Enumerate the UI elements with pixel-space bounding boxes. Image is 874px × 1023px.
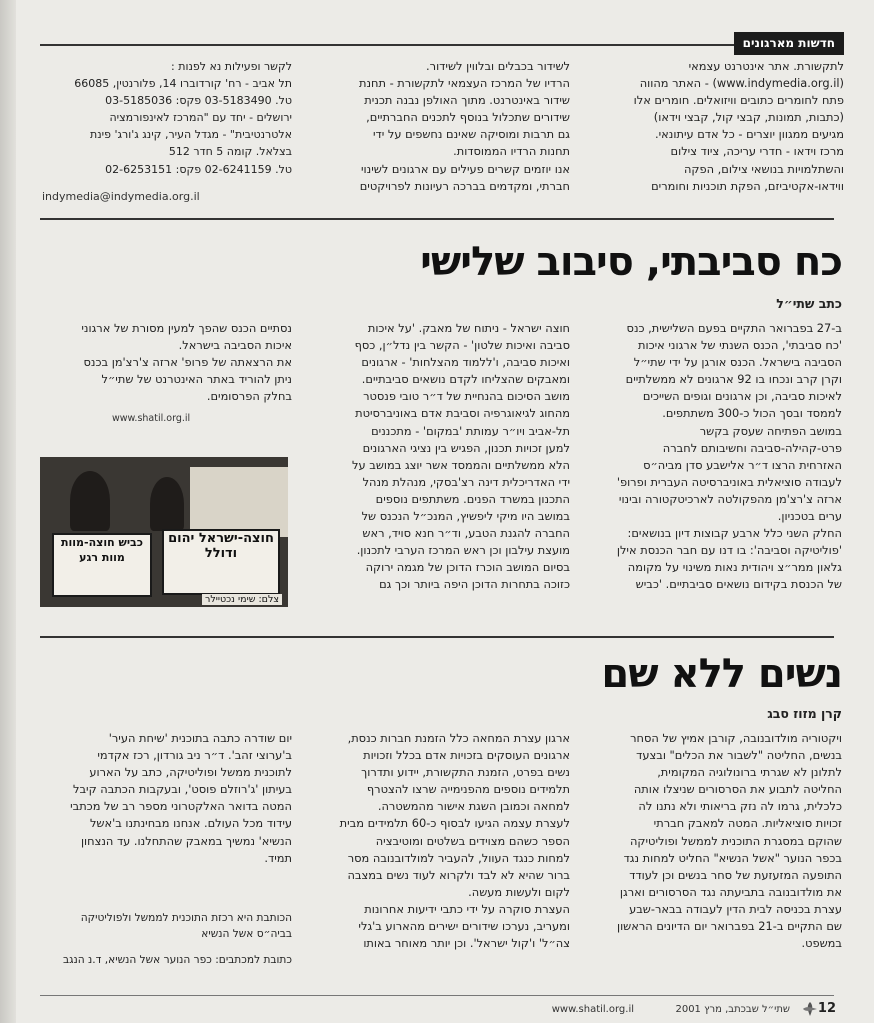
text-line: נשים בפרט, הזמנת התקשורת, יידוע ותדרוך [361,765,570,780]
article1-byline: כתב שתי״ל [776,296,842,311]
text-line: כלכלית, גרמו לה נזק בריאותי ולא נתנו לה [638,799,842,814]
top-email[interactable]: indymedia@indymedia.org.il [42,190,200,203]
text-line: והשתלמויות בנושאי צילום, הפקה [683,161,844,176]
text-line: בעיתון 'ג'רוזלם פוסט', ובעקבות הכתבה קיבל [72,782,292,797]
photo-sign-right [162,529,280,595]
text-line: האזרחית הרצו ד״ר אלישבע סדן מביה״ס [643,457,842,472]
text-line: בנשים, החליטה "לשבור את הכלים" ובצעד [636,748,842,763]
text-line: החברה להגנת הטבע, וד״ר חנא סויד, ראש [362,526,570,541]
photo-sign-text: מוות רגע [79,551,125,564]
text-line: ארגונים העוסקים בזכויות אדם בכלל וזכויות [363,748,570,763]
text-line: ב'ערוצי זהב'. ד״ר ניב גורדון, רכז אקדמי [97,748,292,763]
footer-rule [40,995,834,996]
text-line: ידי האדריכלית דינה רצ'בסקי, מנהלת מנהל [362,474,570,489]
text-line: (www.indymedia.org.il) - האתר מהווה [639,76,844,91]
text-line: בחלק הפרסומים. [206,389,292,404]
top-col-middle [320,58,570,195]
text-line: ואיכות סביבה, ו'ללמוד מהצלחות' - ארגונים [361,355,570,370]
text-line: לקשר ופעילות נא לפנות : [171,60,292,73]
text-line: תלמידים נוספים מהפנימייה שרצו להצטרף [366,782,570,797]
text-line: מושב הסיכום בהנחיית של ד״ר טובי פנסטר [363,389,570,404]
text-line: עידוד מכל העולם. אנחנו מבחינתנו ב'אשל [89,816,292,831]
text-line: הנשיא' נמשיך במאבק שהתחלנו. עד הנצחון [80,833,292,848]
text-line: צה״ל' ו'קול ישראל'. וכן יותר מאוחר באותו [363,936,570,951]
footer-website[interactable]: www.shatil.org.il [551,1004,634,1015]
text-line: לתלונן לא שגרתי ברונולוגיה המקומית, [657,765,842,780]
text-line: לשידור בכבלים ובלווין לשידור. [426,59,570,73]
page-binding-shadow [0,0,16,1023]
text-line: 'כח סביבתי', הכנס השנתי של ארגוני איכות [637,338,842,353]
text-line: גם תרבות ומוסיקה שאינם נחשפים על ידי [372,127,570,142]
text-line: שידורים שתכלול בנוסף לתכנים החברתיים, [366,110,570,125]
text-line: מועצת עילבון וכן ראש המרכז הערבי לתכנון. [356,543,570,558]
text-line: מרכז וידאו - חדרי עריכה, ציוד צילום [670,144,844,159]
text-line: אלטרנטיבית" - מגדל העיר, קינג ג'ורג' פינת [90,128,292,142]
text-line: שהוקם במסגרת התוכנית לממשל ופוליטיקה [629,833,842,848]
text-line: לממסד ובסך הכול כ-300 משתתפים. [662,406,842,421]
text-line: לאיכות סביבה, וכן ארגונים וגופים השייכים [642,389,842,404]
article2-col-right [590,730,842,952]
text-line: לתקשורת. אתר אינטרנט עצמאי [688,59,844,73]
photo-sign-left [52,533,152,597]
top-rule [40,44,808,46]
text-line: ב-27 בפברואר התקיים בפעם השלישית, כנס [626,321,842,335]
text-line: הסביבה בישראל. הכנס אורגן על ידי שתי״ל [633,355,842,370]
text-line: ירושלים - יחד עם "המרכז לאינפורמציה [109,111,292,125]
text-line: את הרצאתה של פרופ' ארזה צ'רצ'מן בכנס [83,355,292,370]
text-line: בביה״ס אשל הנשיא [201,928,292,940]
text-line: לעבודה סוציאלית באוניברסיטה העברית ופרופ' [616,474,842,489]
text-line: לתוכנית ממשל ופוליטיקה, כתב על הארוע [89,765,292,780]
article2-address [42,952,292,969]
text-line: לעצרת עצמה הגיעו לבסוף כ-60 תלמידים מבית [339,816,570,831]
article2-col-left [42,730,292,867]
text-line: ומאבקים שהצליחו לקדם נושאים סביבתיים. [361,372,570,387]
text-line: המטה בדואר האלקטרוני מספר רב של מכתבי [70,799,292,814]
text-line: אנו יוזמים קשרים פעילים עם ארגונים לשינוי [361,161,570,176]
rule-article2 [40,636,834,638]
text-line: בסיום המושב הוכרז הדוכן של מגמה ירוקה [365,560,570,575]
top-col-right [588,58,844,195]
article1-headline: כח סביבתי, סיבוב שלישי [420,239,842,285]
photo-sign-text: חוצה-ישראל יהום ודולל [168,531,274,561]
issue-info: שתי״ל שבכתב, מרץ 2001 [675,1004,790,1015]
text-line: במושב הפתיחה שעסק בקשר [699,423,842,438]
text-line: (כתבות, תמונות, קבצי קול, קבצי וידאו) [653,110,844,125]
photo-sign-text: כביש חוצה-מוות [60,536,143,549]
text-line: ומעריב, נערכו שידורים ישירים מהארוע ב'גלי [358,919,570,934]
text-line: מגיעים ממגוון יוצרים - כל אדם עיתונאי. [655,127,844,142]
text-line: נסתיים הכנס שהפך למעין מסורת של ארגוני [81,321,292,335]
text-line: במושב היו מיקי ליפשיץ, המנכ״ל הנכנס של [361,509,570,524]
photo-display-board [190,467,288,537]
top-col-left [52,58,292,178]
shatil-leaf-icon [802,1001,818,1017]
article2-author-note [42,910,292,942]
text-line: לקום ולעשות מעשה. [468,884,570,899]
page-footer [0,1001,874,1023]
text-line: פרט-קהילה-סביבה וחשיבותם לחברה [662,440,842,455]
text-line: תחנות הרדיו הממוסדות. [453,144,570,159]
address-line: כתובת למכתבים: כפר הנוער אשל הנשיא, ד.נ הנגב [63,954,292,966]
text-line: עצרת בכניסה לבית הדין לעבודה בבאר-שבע [629,901,842,916]
text-line: גלאון ממר״צ ויהודית נאות משינוי על מקומה [627,560,842,575]
text-line: טל. 03-5183490 פקס: 03-5185036 [105,94,292,108]
text-line: העצרת סוקרה על ידי כתבי ידיעות אחרונות [364,901,570,916]
text-line: וקרן קרב ונכחו בו 92 ארגונים לא ממשלתיים [625,372,842,387]
text-line: למחאה וכמובן השגת אישור מהמשטרה. [377,799,570,814]
text-line: בכפר הנוער "אשל הנשיא" החליט למחות נגד [623,850,842,865]
text-line: ברור שהיא לא לבד ולקרוא לעוד נשים במצבה [347,867,570,882]
text-line: כזוכה בתחרות הדוכן היפה ביותר וכך גם [379,577,570,592]
text-line: יום שודרה כתבה בתוכנית 'שיחת העיר' [108,731,292,745]
rule-article1 [40,218,834,220]
text-line: הספר כשהם מצוידים בשלטים ומוטיבציה [375,833,570,848]
text-line: ניתן להוריד באתר האינטרנט של שתי״ל [101,372,292,387]
text-line: הרדיו של המרכז העצמאי לתקשורת - תחנת [358,76,570,91]
article1-col-left [42,320,292,405]
text-line: שם התקיים ב-21 בפברואר יום הדיונים הראשון [616,919,842,934]
text-line: פתח לחומרים כתובים וויזואלים. חומרים אלו [633,93,844,108]
text-line: במשפט. [801,936,842,951]
article2-byline: קרן מזוז סבג [767,706,842,721]
photo-person [150,477,184,531]
text-line: 'פוליטיקה וסביבה': בו דנו עם חבר הכנסת אילן [616,543,842,558]
text-line: של הכנסת בקידום נושאים סביבתיים. 'כביש [635,577,842,592]
text-line: חוצה ישראל - ניתוח של מאבק. 'על איכות [367,321,570,335]
conference-photo [40,457,288,607]
text-line: החלק השני כלל ארבע קבוצות דיון בנושאים: [627,526,842,541]
text-line: סביבה ואיכות שלטון' - הקשר בין נדל״ן, כסף [354,338,570,353]
section-label: חדשות מארגונים [734,32,844,55]
text-line: תל-אביב ויו״ר עמותת 'במקום' - מתכננים [371,423,570,438]
text-line: תמיד. [264,850,292,865]
photo-person [70,471,110,531]
text-line: הלא ממשלתיים והממסד אשר יוצג במושב על [352,457,570,472]
article1-col-right [590,320,842,594]
text-line: תל אביב - רח' קורדוברו 14, פלורנטין, 66085 [74,77,292,91]
text-line: למען זכויות תכנון, הפגיש בין נציגי הארגונים [362,440,570,455]
article1-url[interactable]: www.shatil.org.il [112,413,191,424]
text-line: ערים בטכניון. [777,509,842,524]
text-line: ארגון עצרת המחאה כלל הזמנת חברות כנסת, [347,731,570,745]
text-line: בצלאל. קומה 5 חדר 512 [168,145,292,159]
text-line: החליטה לתבוע את הסרסורים שניצלו אותה [633,782,842,797]
text-line: ארזה צ'רצ'מן מהפקולטה לארכיטקטורה ובינוי [618,491,842,506]
text-line: זכויות סוציאליות. המטה למאבק חברתי [653,816,842,831]
text-line: ויקטוריה מולדובנובה, קורבן אמיץ של הסחר [630,731,842,745]
text-line: חברתי, ומקדמים בברכה רעיונות לפרויקטים [359,178,570,193]
photo-credit: צלם: שימי נכטיילר [202,594,282,605]
article2-col-middle [320,730,570,952]
text-line: טל. 02-6241159 פקס: 02-6253151 [105,162,292,176]
text-line: ווידאו-אקטיביזם, הפקת תוכניות וחומרים [651,178,844,193]
article2-headline: נשים ללא שם [601,651,842,697]
text-line: למחות כנגד העוול, להעביר למולדובנובה מסר [347,850,570,865]
text-line: את מולדובנובה בתביעתה נגד הסרסורים וארגן [619,884,842,899]
text-line: שידור באינטרנט. מתוך האולפן נבנה תכנית [364,93,570,108]
text-line: התכנון במשרד הפנים. משתתפים נוספים [375,491,570,506]
text-line: מהחוג לגיאוגרפיה וסביבת אדם באוניברסיטת [355,406,570,421]
text-line: הכותבת היא רכזת התוכנית לממשל ולפוליטיקה [80,912,292,924]
text-line: התופעה המזעזעת של סחר בנשים וכן לעודד [629,867,842,882]
text-line: איכות הסביבה בישראל. [178,338,292,353]
page-number: 12 [817,1001,836,1016]
article1-col-middle [320,320,570,594]
